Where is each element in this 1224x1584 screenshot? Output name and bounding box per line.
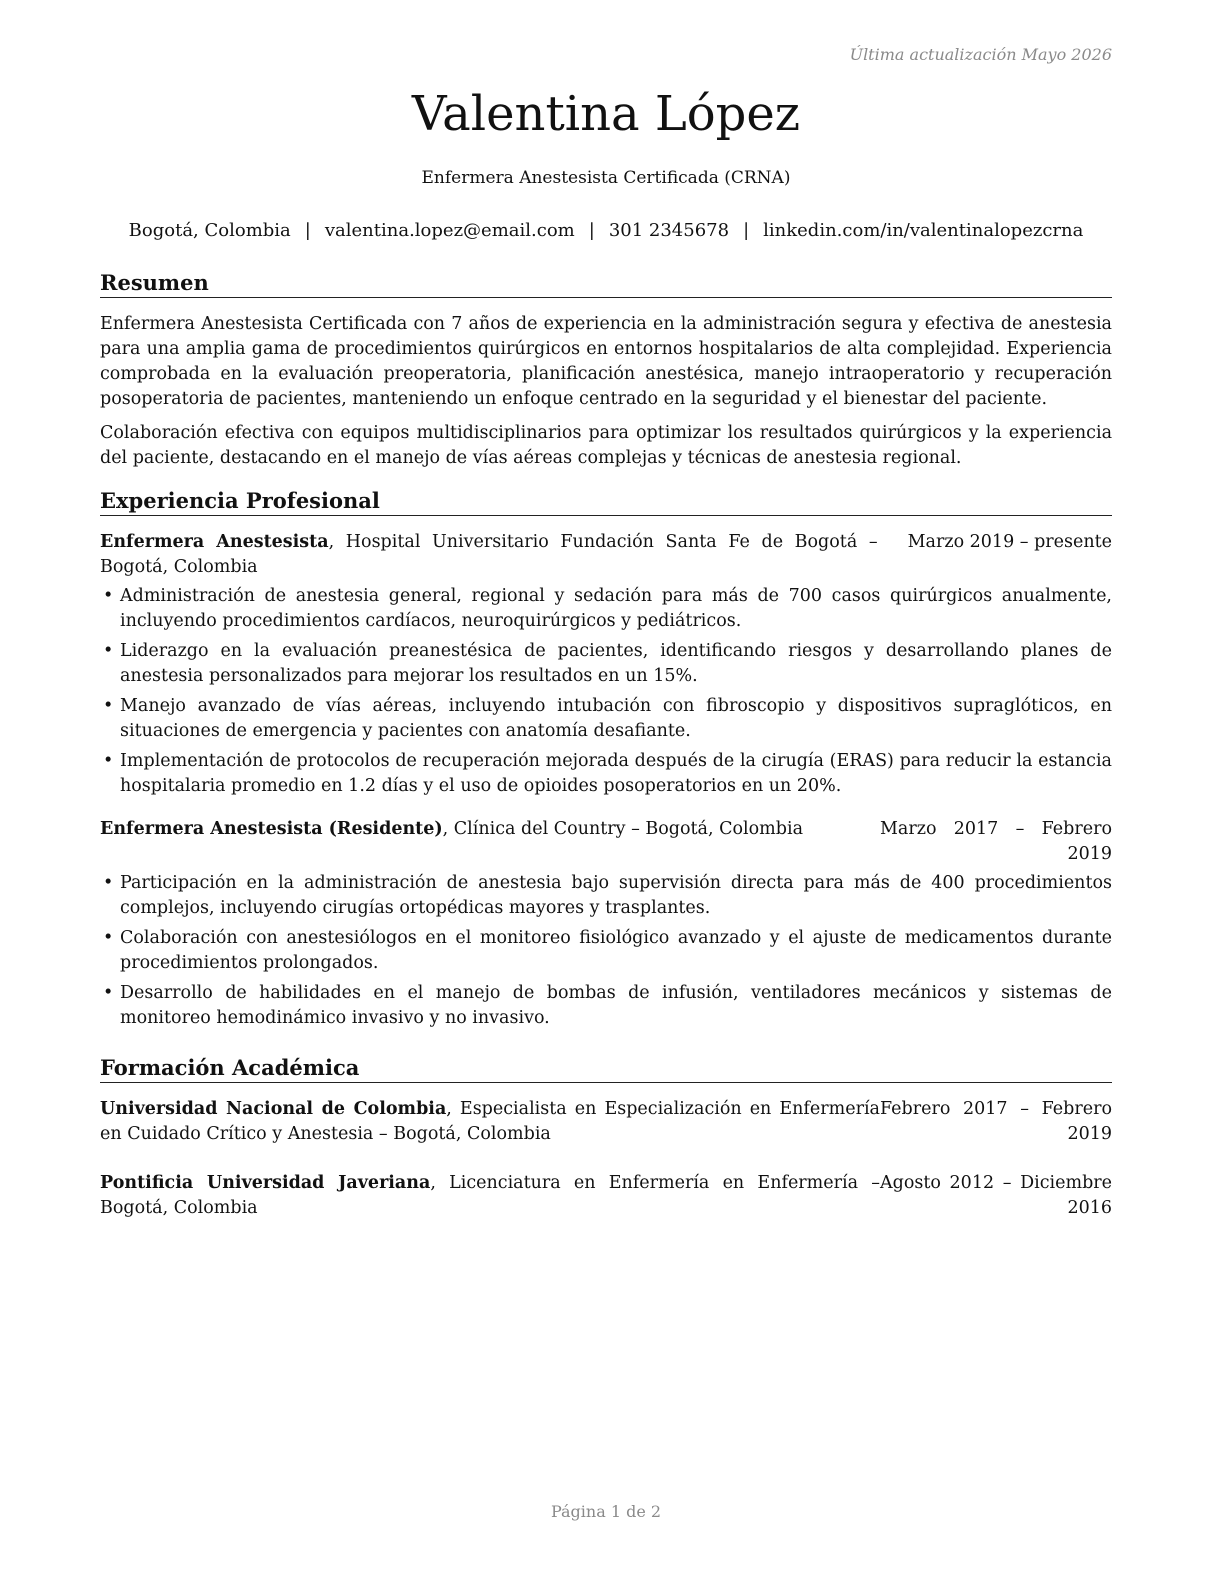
list-item: • Participación en la administración de anestesia bajo supervisión directa para más de 400 procedimientos complejos, incluyendo cirugías ortopédicas mayores y trasplantes.: [103, 873, 1112, 919]
job-dates: Marzo 2019 – presente: [907, 532, 1112, 553]
job-title-line: [100, 817, 880, 842]
education-dates: Febrero 2017 – Febrero 2019: [880, 1099, 1112, 1145]
bullet-text: Administración de anestesia general, regional y sedación para más de 700 casos quirúrgicos anualmente, incluyendo procedimientos cardíacos, neuroquirúrgicos y pediátricos.: [120, 586, 1112, 632]
contact-line: [100, 220, 1112, 241]
candidate-name: Valentina López: [411, 86, 801, 142]
list-item: • Liderazgo en la evaluación preanestésica de pacientes, identificando riesgos y desarrollando planes de anestesia personalizados para mejorar los resultados en un 15%.: [103, 641, 1112, 687]
job-place: , Clínica del Country – Bogotá, Colombia: [442, 819, 804, 840]
education-school: Pontificia Universidad Javeriana: [100, 1173, 431, 1194]
education-detail: , Licenciatura en Enfermería en Enfermería – Bogotá, Colombia: [100, 1173, 880, 1219]
experience-heading: Experiencia Profesional: [100, 488, 1112, 516]
summary-paragraph: Enfermera Anestesista Certificada con 7 años de experiencia en la administración segura y efectiva de anestesia para una amplia gama de procedimientos quirúrgicos en entornos hospitalarios de alta complejidad. Experiencia comprobada en la evaluación preoperatoria, planificación anestésica, manejo intraoperatorio y recuperación posoperatoria de pacientes, manteniendo un enfoque centrado en la seguridad y el bienestar del paciente.: [100, 314, 1112, 410]
job-entry: [100, 530, 1112, 799]
education-heading: Formación Académica: [100, 1055, 1112, 1083]
list-item: • Desarrollo de habilidades en el manejo de bombas de infusión, ventiladores mecánicos y sistemas de monitoreo hemodinámico invasivo y no invasivo.: [103, 983, 1112, 1029]
education-detail: , Especialista en Especialización en Enfermería en Cuidado Crítico y Anestesia – Bogotá, Colombia: [100, 1099, 880, 1145]
education-entry: [100, 1097, 1112, 1147]
list-item: • Administración de anestesia general, regional y sedación para más de 700 casos quirúrgicos anualmente, incluyendo procedimientos cardíacos, neuroquirúrgicos y pediátricos.: [103, 586, 1112, 632]
contact-phone[interactable]: 301 2345678: [608, 220, 730, 241]
job-dates: Marzo 2017 – Febrero 2019: [880, 819, 1112, 865]
list-item: • Manejo avanzado de vías aéreas, incluyendo intubación con fibroscopio y dispositivos supraglóticos, en situaciones de emergencia y pacientes con anatomía desafiante.: [103, 696, 1112, 742]
bullet-text: Implementación de protocolos de recuperación mejorada después de la cirugía (ERAS) para reducir la estancia hospitalaria promedio en 1.2 días y el uso de opioides posoperatorios en un 20%.: [120, 751, 1112, 797]
job-title-line: [100, 530, 878, 580]
job-entry: [100, 817, 1112, 1031]
bullet-text: Manejo avanzado de vías aéreas, incluyendo intubación con fibroscopio y dispositivos supraglóticos, en situaciones de emergencia y pacientes con anatomía desafiante.: [120, 696, 1112, 742]
job-place: , Hospital Universitario Fundación Santa Fe de Bogotá – Bogotá, Colombia: [100, 532, 878, 578]
page-number: Página 1 de 2: [550, 1502, 662, 1521]
bullet-text: Liderazgo en la evaluación preanestésica de pacientes, identificando riesgos y desarrollando planes de anestesia personalizados para mejorar los resultados en un 15%.: [120, 641, 1112, 687]
contact-linkedin[interactable]: linkedin.com/in/valentinalopezcrna: [763, 220, 1084, 241]
contact-separator: |: [588, 220, 595, 241]
job-header: [100, 817, 1112, 867]
education-line: [100, 1097, 880, 1147]
education-entry: [100, 1171, 1112, 1221]
education-dates: Agosto 2012 – Diciembre 2016: [880, 1173, 1112, 1219]
bullet-text: Colaboración con anestesiólogos en el monitoreo fisiológico avanzado y el ajuste de medicamentos durante procedimientos prolongados.: [120, 928, 1112, 974]
education-line: [100, 1171, 880, 1221]
bullet-text: Desarrollo de habilidades en el manejo de bombas de infusión, ventiladores mecánicos y sistemas de monitoreo hemodinámico invasivo y no invasivo.: [120, 983, 1112, 1029]
summary-heading: Resumen: [100, 270, 1112, 298]
bullet-text: Participación en la administración de anestesia bajo supervisión directa para más de 400 procedimientos complejos, incluyendo cirugías ortopédicas mayores y trasplantes.: [120, 873, 1112, 919]
list-item: • Implementación de protocolos de recuperación mejorada después de la cirugía (ERAS) para reducir la estancia hospitalaria promedio en 1.2 días y el uso de opioides posoperatorios en un 20%.: [103, 751, 1112, 797]
education-school: Universidad Nacional de Colombia: [100, 1099, 447, 1120]
contact-separator: |: [304, 220, 311, 241]
experience-section: [100, 488, 1112, 1036]
candidate-title: Enfermera Anestesista Certificada (CRNA): [421, 168, 791, 188]
job-bullets: [100, 871, 1112, 1031]
job-role: Enfermera Anestesista: [100, 532, 329, 553]
contact-email[interactable]: valentina.lopez@email.com: [324, 220, 575, 241]
job-bullets: [100, 584, 1112, 799]
summary-paragraph: Colaboración efectiva con equipos multidisciplinarios para optimizar los resultados quirúrgicos y la experiencia del paciente, destacando en el manejo de vías aéreas complejas y técnicas de anestesia regional.: [100, 423, 1112, 469]
last-updated: Última actualización Mayo 2026: [849, 45, 1112, 64]
job-role: Enfermera Anestesista (Residente): [100, 819, 443, 840]
contact-location: Bogotá, Colombia: [128, 220, 291, 241]
summary-section: [100, 270, 1112, 480]
resume-page: [100, 0, 1112, 1584]
job-header: [100, 530, 1112, 580]
contact-separator: |: [743, 220, 750, 241]
list-item: • Colaboración con anestesiólogos en el monitoreo fisiológico avanzado y el ajuste de medicamentos durante procedimientos prolongados.: [103, 928, 1112, 974]
education-section: [100, 1055, 1112, 1221]
